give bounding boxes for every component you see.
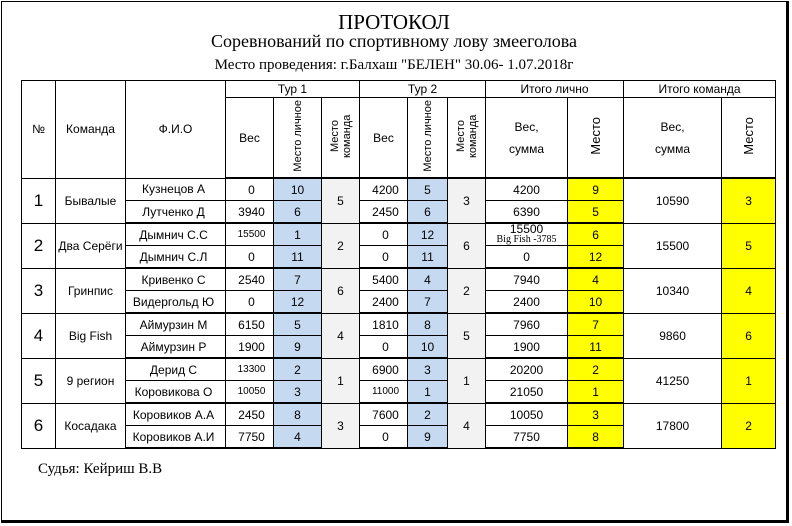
- col-t2-weight: Вес: [360, 98, 408, 179]
- team-name: Гринпис: [56, 268, 126, 313]
- table-row: [22, 268, 776, 291]
- team-final-place: 2: [722, 403, 776, 448]
- tour2-weight: 2450: [360, 201, 408, 224]
- personal-weight-sum: 20200: [486, 358, 568, 381]
- col-team-sum: Вес, сумма: [624, 98, 722, 179]
- table-row: [22, 223, 776, 246]
- col-t1-weight: Вес: [226, 98, 274, 179]
- tour1-place-personal: 5: [274, 313, 322, 336]
- participant-name: Дымнич С.Л: [126, 246, 226, 269]
- team-final-place: 6: [722, 313, 776, 358]
- tour1-weight: 7750: [226, 426, 274, 449]
- tour1-place-team: 6: [322, 268, 360, 313]
- col-t1-place-team: Место команда: [322, 98, 360, 179]
- tour2-place-team: 2: [448, 268, 486, 313]
- personal-weight-sum: 21050: [486, 381, 568, 404]
- col-t2-place-team: Место команда: [448, 98, 486, 179]
- team-number: 5: [22, 358, 56, 403]
- tour2-weight: 2400: [360, 291, 408, 314]
- team-name: Два Серёги: [56, 223, 126, 268]
- col-personal-sum: Вес, сумма: [486, 98, 568, 179]
- tour2-place-team: 5: [448, 313, 486, 358]
- personal-final-place: 5: [568, 201, 624, 224]
- team-number: 3: [22, 268, 56, 313]
- tour1-place-personal: 8: [274, 403, 322, 426]
- personal-weight-sum: 6390: [486, 201, 568, 224]
- participant-name: Коровиков А.А: [126, 403, 226, 426]
- tour1-place-personal: 9: [274, 336, 322, 359]
- personal-weight-sum: 7960: [486, 313, 568, 336]
- participant-name: Дерид С: [126, 358, 226, 381]
- team-final-place: 3: [722, 178, 776, 223]
- results-table: [21, 80, 776, 449]
- tour2-place-team: 6: [448, 223, 486, 268]
- page-title: ПРОТОКОЛ: [338, 10, 450, 34]
- personal-final-place: 8: [568, 426, 624, 449]
- tour1-weight: 10050: [226, 381, 274, 404]
- col-team: Команда: [56, 81, 126, 179]
- col-t2-place-personal: Место личное: [408, 98, 448, 179]
- big-fish-note: Big Fish -3785: [496, 234, 557, 245]
- col-personal-total: Итого лично: [486, 81, 624, 98]
- tour1-place-personal: 4: [274, 426, 322, 449]
- team-number: 1: [22, 178, 56, 223]
- personal-weight-sum-value: 15500: [509, 223, 544, 236]
- participant-name: Дымнич С.С: [126, 223, 226, 246]
- participant-name: Коровикова О: [126, 381, 226, 404]
- judge-signature: Судья: Кейриш В.В: [38, 461, 163, 477]
- tour2-weight: 5400: [360, 268, 408, 291]
- tour1-place-team: 1: [322, 358, 360, 403]
- tour1-place-personal: 7: [274, 268, 322, 291]
- tour2-weight: 0: [360, 336, 408, 359]
- tour1-weight: 0: [226, 246, 274, 269]
- col-fio: Ф.И.О: [126, 81, 226, 179]
- tour2-place-personal: 11: [408, 246, 448, 269]
- personal-weight-sum: 1900: [486, 336, 568, 359]
- team-weight-sum: 15500: [624, 223, 722, 268]
- team-final-place: 5: [722, 223, 776, 268]
- col-tour1: Тур 1: [226, 81, 360, 98]
- personal-final-place: 3: [568, 403, 624, 426]
- tour2-place-personal: 1: [408, 381, 448, 404]
- team-weight-sum: 10340: [624, 268, 722, 313]
- tour2-weight: 4200: [360, 178, 408, 201]
- team-weight-sum: 17800: [624, 403, 722, 448]
- table-row: [22, 358, 776, 381]
- tour1-weight: 0: [226, 178, 274, 201]
- personal-final-place: 12: [568, 246, 624, 269]
- team-weight-sum: 9860: [624, 313, 722, 358]
- team-weight-sum: 10590: [624, 178, 722, 223]
- col-no: №: [22, 81, 56, 179]
- personal-weight-sum: 10050: [486, 403, 568, 426]
- tour1-weight: 13300: [226, 358, 274, 381]
- team-final-place: 4: [722, 268, 776, 313]
- tour1-weight: 2450: [226, 403, 274, 426]
- tour2-place-personal: 2: [408, 403, 448, 426]
- tour1-place-personal: 2: [274, 358, 322, 381]
- tour2-weight: 1810: [360, 313, 408, 336]
- personal-weight-sum: 4200: [486, 178, 568, 201]
- participant-name: Лутченко Д: [126, 201, 226, 224]
- tour2-weight: 0: [360, 426, 408, 449]
- participant-name: Видергольд Ю: [126, 291, 226, 314]
- personal-final-place: 7: [568, 313, 624, 336]
- team-name: Big Fish: [56, 313, 126, 358]
- tour1-weight: 0: [226, 291, 274, 314]
- participant-name: Кузнецов А: [126, 178, 226, 201]
- col-team-place: Место: [722, 98, 776, 179]
- tour2-place-team: 4: [448, 403, 486, 448]
- tour2-place-personal: 4: [408, 268, 448, 291]
- tour1-weight: 6150: [226, 313, 274, 336]
- tour1-weight: 3940: [226, 201, 274, 224]
- tour1-weight: 1900: [226, 336, 274, 359]
- tour1-place-personal: 3: [274, 381, 322, 404]
- tour2-place-team: 3: [448, 178, 486, 223]
- team-number: 2: [22, 223, 56, 268]
- tour1-place-personal: 10: [274, 178, 322, 201]
- personal-final-place: 2: [568, 358, 624, 381]
- tour2-weight: 0: [360, 246, 408, 269]
- tour2-place-personal: 5: [408, 178, 448, 201]
- participant-name: Кривенко С: [126, 268, 226, 291]
- table-row: [22, 313, 776, 336]
- col-t1-place-personal: Место личное: [274, 98, 322, 179]
- participant-name: Коровиков А.И: [126, 426, 226, 449]
- tour2-weight: 7600: [360, 403, 408, 426]
- tour1-place-team: 2: [322, 223, 360, 268]
- personal-weight-sum: 7940: [486, 268, 568, 291]
- personal-final-place: 1: [568, 381, 624, 404]
- tour2-place-personal: 8: [408, 313, 448, 336]
- team-weight-sum: 41250: [624, 358, 722, 403]
- tour1-place-team: 3: [322, 403, 360, 448]
- personal-final-place: 4: [568, 268, 624, 291]
- team-final-place: 1: [722, 358, 776, 403]
- personal-weight-sum: 0: [486, 246, 568, 269]
- results-body: [22, 178, 776, 448]
- personal-weight-sum: [486, 223, 568, 246]
- tour2-place-personal: 9: [408, 426, 448, 449]
- col-tour2: Тур 2: [360, 81, 486, 98]
- personal-final-place: 10: [568, 291, 624, 314]
- tour1-place-personal: 6: [274, 201, 322, 224]
- tour1-weight: 2540: [226, 268, 274, 291]
- participant-name: Аймурзин Р: [126, 336, 226, 359]
- tour2-place-personal: 10: [408, 336, 448, 359]
- tour1-place-team: 5: [322, 178, 360, 223]
- team-name: Бывалые: [56, 178, 126, 223]
- tour2-place-personal: 3: [408, 358, 448, 381]
- tour2-weight: 11000: [360, 381, 408, 404]
- tour1-place-personal: 12: [274, 291, 322, 314]
- table-row: [22, 403, 776, 426]
- personal-final-place: 6: [568, 223, 624, 246]
- tour2-place-personal: 7: [408, 291, 448, 314]
- tour1-place-team: 4: [322, 313, 360, 358]
- tour2-place-team: 1: [448, 358, 486, 403]
- venue-line: Место проведения: г.Балхаш "БЕЛЕН" 30.06- 1.07.2018г: [214, 57, 574, 73]
- personal-weight-sum: 7750: [486, 426, 568, 449]
- page-subtitle: Соревнований по спортивному лову змееголова: [211, 31, 577, 51]
- tour2-place-personal: 12: [408, 223, 448, 246]
- table-row: [22, 178, 776, 201]
- team-name: Косадака: [56, 403, 126, 448]
- tour1-place-personal: 11: [274, 246, 322, 269]
- tour2-weight: 0: [360, 223, 408, 246]
- team-name: 9 регион: [56, 358, 126, 403]
- personal-final-place: 9: [568, 178, 624, 201]
- col-team-total: Итого команда: [624, 81, 776, 98]
- participant-name: Аймурзин М: [126, 313, 226, 336]
- tour2-weight: 6900: [360, 358, 408, 381]
- tour1-weight: 15500: [226, 223, 274, 246]
- team-number: 6: [22, 403, 56, 448]
- col-personal-place: Место: [568, 98, 624, 179]
- personal-final-place: 11: [568, 336, 624, 359]
- tour1-place-personal: 1: [274, 223, 322, 246]
- personal-weight-sum: 2400: [486, 291, 568, 314]
- team-number: 4: [22, 313, 56, 358]
- tour2-place-personal: 6: [408, 201, 448, 224]
